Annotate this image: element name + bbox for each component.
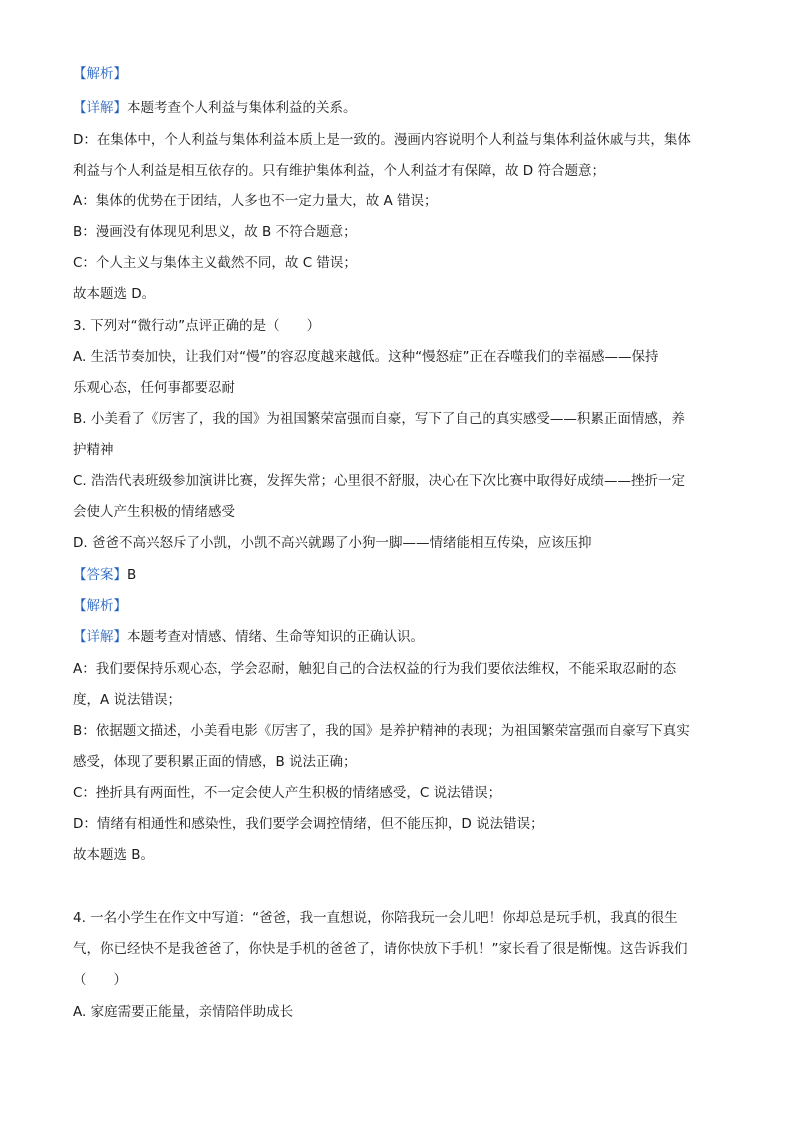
option-d-explanation-line-1: D：在集体中，个人利益与集体利益本质上是一致的。漫画内容说明个人利益与集体利益休戚与共，集体 — [73, 132, 691, 148]
q3-analysis-b-line-1: B：依据题文描述，小美看电影《厉害了，我的国》是养护精神的表现；为祖国繁荣富强而自豪写下真实 — [73, 723, 690, 739]
q3-option-c-line-1: C. 浩浩代表班级参加演讲比赛，发挥失常；心里很不舒服，决心在下次比赛中取得好成绩——挫折一定 — [73, 473, 686, 489]
question-4-line-2: 气，你已经快不是我爸爸了，你快是手机的爸爸了，请你快放下手机！”家长看了很是惭愧。这告诉我们 — [73, 941, 688, 957]
option-d-explanation-line-2: 利益与个人利益是相互依存的。只有维护集体利益，个人利益才有保障，故 D 符合题意； — [73, 163, 605, 179]
conclusion-line-1: 故本题选 D。 — [73, 286, 156, 302]
question-3: 3. 下列对“微行动”点评正确的是（ ） — [73, 318, 321, 334]
q3-analysis-a-line-2: 度，A 说法错误； — [73, 692, 182, 708]
q4-option-a: A. 家庭需要正能量，亲情陪伴助成长 — [73, 1004, 294, 1020]
section-marker: 【答案】 — [73, 567, 127, 583]
detail-line-2: 【详解】本题考查对情感、情绪、生命等知识的正确认识。 — [73, 629, 424, 645]
section-marker: 【详解】 — [73, 629, 127, 645]
option-b-explanation: B：漫画没有体现见利思义，故 B 不符合题意； — [73, 224, 357, 240]
detail-line-1: 【详解】本题考查个人利益与集体利益的关系。 — [73, 100, 357, 116]
q3-option-a-line-2: 乐观心态，任何事都要忍耐 — [73, 380, 235, 396]
q3-option-b-line-1: B. 小美看了《厉害了，我的国》为祖国繁荣富强而自豪，写下了自己的真实感受——积累正面情感，养 — [73, 411, 685, 427]
question-4-line-1: 4. 一名小学生在作文中写道：“爸爸，我一直想说，你陪我玩一会儿吧！你却总是玩手机，我真的很生 — [73, 910, 678, 926]
q3-analysis-b-line-2: 感受，体现了要积累正面的情感，B 说法正确； — [73, 754, 357, 770]
q3-option-c-line-2: 会使人产生积极的情绪感受 — [73, 504, 235, 520]
analysis-heading-1 — [73, 66, 723, 82]
section-marker: 【解析】 — [73, 598, 127, 614]
q3-analysis-a-line-1: A：我们要保持乐观心态，学会忍耐，触犯自己的合法权益的行为我们要依法维权，不能采取忍耐的态 — [73, 661, 677, 677]
q3-analysis-d: D：情绪有相通性和感染性，我们要学会调控情绪，但不能压抑，D 说法错误； — [73, 816, 544, 832]
q3-option-b-line-2: 护精神 — [73, 442, 114, 458]
question-4-blank: （ ） — [73, 972, 127, 988]
option-a-explanation: A：集体的优势在于团结，人多也不一定力量大，故 A 错误； — [73, 193, 438, 209]
analysis-heading-2 — [73, 598, 723, 614]
conclusion-line-2: 故本题选 B。 — [73, 847, 155, 863]
answer-line: 【答案】B — [73, 567, 137, 583]
q3-option-d: D. 爸爸不高兴怒斥了小凯，小凯不高兴就踢了小狗一脚——情绪能相互传染，应该压抑 — [73, 535, 592, 551]
q3-analysis-c: C：挫折具有两面性，不一定会使人产生积极的情绪感受，C 说法错误； — [73, 785, 502, 801]
option-c-explanation: C：个人主义与集体主义截然不同，故 C 错误； — [73, 255, 357, 271]
q3-option-a-line-1: A. 生活节奏加快，让我们对“慢”的容忍度越来越低。这种“慢怒症”正在吞噬我们的幸福感——保持 — [73, 349, 659, 365]
section-marker: 【解析】 — [73, 66, 127, 82]
section-marker: 【详解】 — [73, 100, 127, 116]
